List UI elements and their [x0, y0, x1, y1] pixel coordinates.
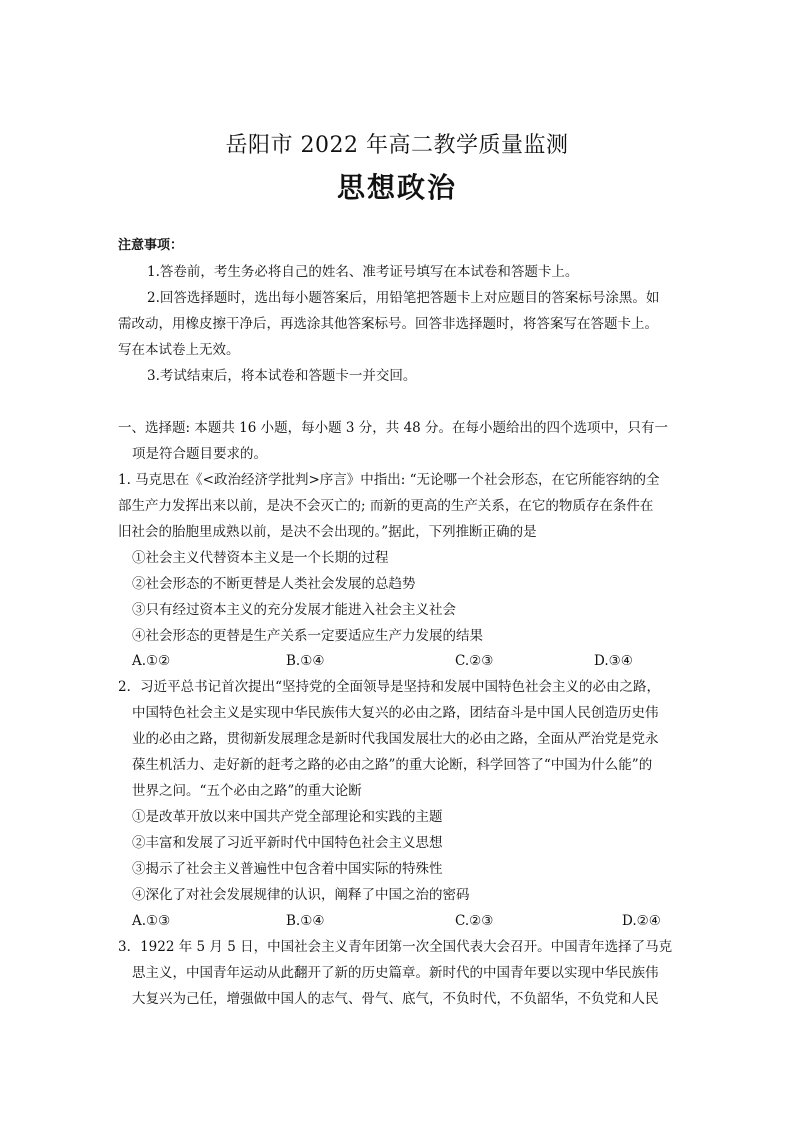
question-2-line: 世界之问。“五个必由之路”的重大论断 [132, 783, 362, 799]
question-2-statement: ③揭示了社会主义普遍性中包含着中国实际的特殊性 [132, 861, 443, 877]
question-2-line: 葆生机活力、走好新的赶考之路的必由之路”的重大论断，科学回答了“中国为什么能”的 [132, 757, 653, 773]
question-3-line: 思主义，中国青年运动从此翻开了新的历史篇章。新时代的中国青年要以实现中华民族伟 [132, 965, 659, 981]
question-1-line: 部生产力发挥出来以前，是决不会灭亡的; 而新的更高的生产关系，在它的物质存在条件在 [118, 498, 654, 514]
question-1-choice-a: A.①② [132, 653, 171, 669]
notice-line: 3.考试结束后，将本试卷和答题卡一并交回。 [147, 368, 417, 384]
question-2-choice-b: B.①④ [286, 913, 325, 929]
question-1-statement: ②社会形态的不断更替是人类社会发展的总趋势 [132, 576, 416, 592]
question-3-line: 大复兴为己任，增强做中国人的志气、骨气、底气，不负时代，不负韶华，不负党和人民 [132, 991, 659, 1007]
question-3-line: 3．1922 年 5 月 5 日，中国社会主义青年团第一次全国代表大会召开。中国青年选择了马克 [118, 939, 673, 955]
question-1-choice-c: C.②③ [455, 653, 494, 669]
notice-line: 写在本试卷上无效。 [118, 342, 240, 358]
question-2-choice-d: D.②④ [622, 913, 661, 929]
section-heading: 一、选择题: 本题共 16 小题，每小题 3 分，共 48 分。在每小题给出的四个选项中，只有一 [118, 420, 669, 436]
question-2-line: 中国特色社会主义是实现中华民族伟大复兴的必由之路，团结奋斗是中国人民创造历史伟 [132, 705, 659, 721]
question-2-line: 业的必由之路，贯彻新发展理念是新时代我国发展壮大的必由之路，全面从严治党是党永 [132, 731, 659, 747]
question-1-statement: ④社会形态的更替是生产关系一定要适应生产力发展的结果 [132, 628, 483, 644]
exam-title: 岳阳市 2022 年高二教学质量监测 [225, 133, 569, 158]
question-2-line: 2．习近平总书记首次提出“坚持党的全面领导是坚持和发展中国特色社会主义的必由之路， [118, 679, 660, 695]
question-1-choice-d: D.③④ [594, 653, 633, 669]
question-1-line: 旧社会的胎胞里成熟以前，是决不会出现的。”据此，下列推断正确的是 [118, 524, 537, 540]
section-heading-cont: 项是符合题目要求的。 [132, 446, 267, 462]
question-1-statement: ①社会主义代替资本主义是一个长期的过程 [132, 550, 389, 566]
notice-line: 需改动，用橡皮擦干净后，再选涂其他答案标号。回答非选择题时，将答案写在答题卡上。 [118, 316, 658, 332]
subject-title: 思想政治 [336, 171, 457, 204]
question-2-statement: ①是改革开放以来中国共产党全部理论和实践的主题 [132, 809, 443, 825]
notice-line: 2.回答选择题时，选出每小题答案后，用铅笔把答题卡上对应题目的答案标号涂黑。如 [147, 290, 660, 306]
notice-heading: 注意事项： [118, 238, 184, 253]
question-2-choice-a: A.①③ [132, 913, 171, 929]
question-1-choice-b: B.①④ [286, 653, 325, 669]
question-2-choice-c: C.②③ [455, 913, 494, 929]
question-2-statement: ②丰富和发展了习近平新时代中国特色社会主义思想 [132, 835, 443, 851]
question-1-statement: ③只有经过资本主义的充分发展才能进入社会主义社会 [132, 602, 456, 618]
question-2-statement: ④深化了对社会发展规律的认识，阐释了中国之治的密码 [132, 887, 470, 903]
question-1-line: 1. 马克思在《<政治经济学批判>序言》中指出: “无论哪一个社会形态，在它所能容纳的全 [118, 472, 660, 488]
notice-line: 1.答卷前，考生务必将自己的姓名、准考证号填写在本试卷和答题卡上。 [147, 264, 579, 280]
